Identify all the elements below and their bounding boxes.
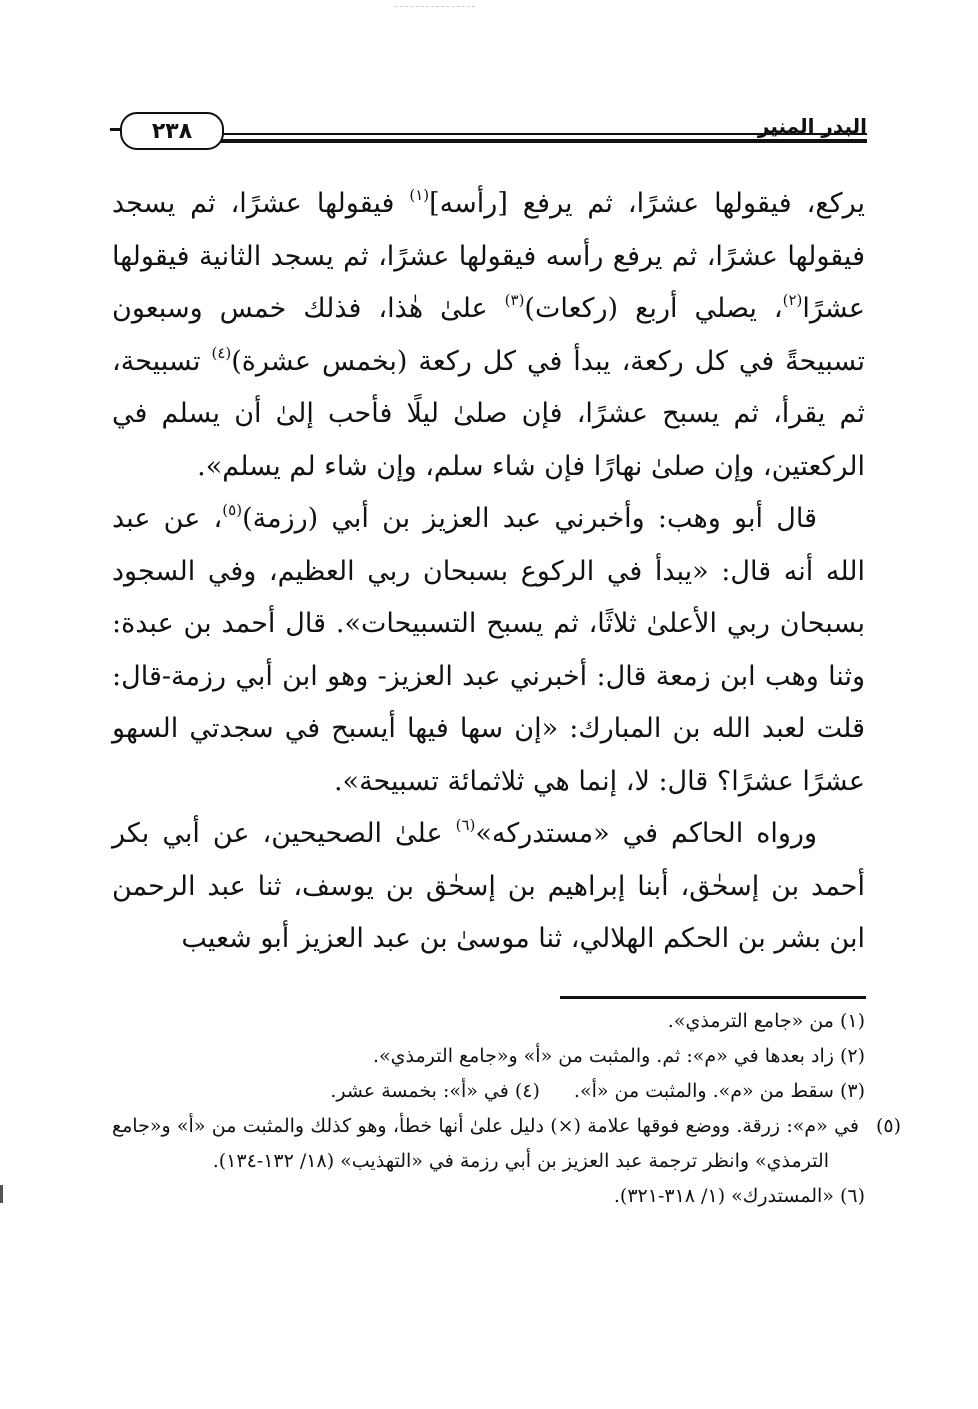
text-run: تسبيحة، ثم يقرأ، ثم يسبح عشرًا، فإن صلىٰ ليلًا فأحب إلىٰ أن يسلم في الركعتين، وإن صلىٰ نهارًا فإن شاء سلم، وإن شاء لم يسلم». <box>112 345 865 482</box>
footnote-text: زاد بعدها في «م»: ثم. والمثبت من «أ» و«جامع الترمذي». <box>373 1045 834 1067</box>
text-run: ، عن عبد الله أنه قال: «يبدأ في الركوع بسبحان ربي العظيم، وفي السجود بسبحان ربي الأعلىٰ ثلاثًا، ثم يسبح التسبيحات». قال أحمد بن عبدة: وثنا وهب ابن زمعة قال: أخبرني عبد العزيز- وهو ابن أبي رزمة-قال: قلت لعبد الله بن المبارك: «إن سها فيها أيسبح في سجدتي السهو عشرًا عشرًا؟ قال: لا، إنما هي ثلاثمائة تسبيحة». <box>112 503 865 797</box>
page-number: ٢٣٨ <box>151 118 193 144</box>
footnote-2 <box>112 1039 865 1074</box>
footnote-number: (٤) <box>514 1080 540 1102</box>
text-run: فيقولها عشرًا، ثم يسجد فيقولها عشرًا، ثم يرفع رأسه فيقولها عشرًا، ثم يسجد الثانية فيقولها عشرًا <box>112 188 865 324</box>
footnote-separator <box>560 996 866 999</box>
footnote-number: (١) <box>839 1010 865 1032</box>
paragraph-3 <box>112 808 865 966</box>
scan-top-mark <box>395 6 475 7</box>
text-run: علىٰ هٰذا، فذلك خمس وسبعون تسبيحةً في كل ركعة، يبدأ في كل ركعة (بخمس عشرة) <box>112 293 865 377</box>
footnote-ref-4: (٤) <box>211 343 232 362</box>
footnote-number: (٢) <box>839 1045 865 1067</box>
footnote-text: في «أ»: بخمسة عشر. <box>330 1080 509 1102</box>
footnote-3-4 <box>112 1074 865 1109</box>
text-run: يركع، فيقولها عشرًا، ثم يرفع [رأسه] <box>429 188 865 219</box>
main-text <box>112 178 865 966</box>
scan-edge-mark <box>0 1185 3 1203</box>
footnote-5: (٥)في «م»: زرقة. ووضع فوقها علامة (×) دليل علىٰ أنها خطأ، وهو كذلك والمثبت من «أ» و«جامع الترمذي» وانظر ترجمة عبد العزيز بن أبي رزمة في «التهذيب» (١٨/ ١٣٢-١٣٤). <box>112 1115 901 1172</box>
footnote-6 <box>112 1179 865 1214</box>
footnote-text: سقط من «م». والمثبت من «أ». <box>573 1080 834 1102</box>
footnote-ref-3: (٣) <box>504 291 525 309</box>
text-run: ، يصلي أربع (ركعات) <box>524 293 783 324</box>
footnote-ref-2: (٢) <box>782 291 803 309</box>
running-header <box>110 100 867 158</box>
footnotes <box>112 1004 901 1214</box>
paragraph-2 <box>112 493 865 808</box>
footnote-number: (٦) <box>839 1185 865 1207</box>
footnote-text: من «جامع الترمذي». <box>667 1010 834 1032</box>
text-run: قال أبو وهب: وأخبرني عبد العزيز بن أبي (رزمة) <box>242 503 817 534</box>
paragraph-1 <box>112 178 865 493</box>
header-rule-thick <box>218 139 867 143</box>
footnote-ref-5: (٥) <box>222 501 243 519</box>
footnote-text: في «م»: زرقة. ووضع فوقها علامة (×) دليل علىٰ أنها خطأ، وهو كذلك والمثبت من «أ» و«جامع الترمذي» وانظر ترجمة عبد العزيز بن أبي رزمة في «التهذيب» (١٨/ ١٣٢-١٣٤). <box>112 1115 859 1172</box>
text-run: علىٰ الصحيحين، عن أبي بكر أحمد بن إسحٰق، أبنا إبراهيم بن إسحٰق بن يوسف، ثنا عبد الرحمن ابن بشر بن الحكم الهلالي، ثنا موسىٰ بن عبد العزيز أبو شعيب <box>112 818 865 954</box>
footnote-ref-1: (١) <box>409 186 430 204</box>
footnote-text: «المستدرك» (١/ ٣١٨-٣٢١). <box>613 1185 834 1207</box>
text-run: ورواه الحاكم في «مستدركه» <box>475 818 817 849</box>
footnote-ref-6: (٦) <box>455 816 476 834</box>
footnote-number: (٣) <box>839 1080 865 1102</box>
book-title: البدر المنير <box>757 114 867 138</box>
footnote-1 <box>112 1004 865 1039</box>
page-number-badge <box>120 112 224 150</box>
